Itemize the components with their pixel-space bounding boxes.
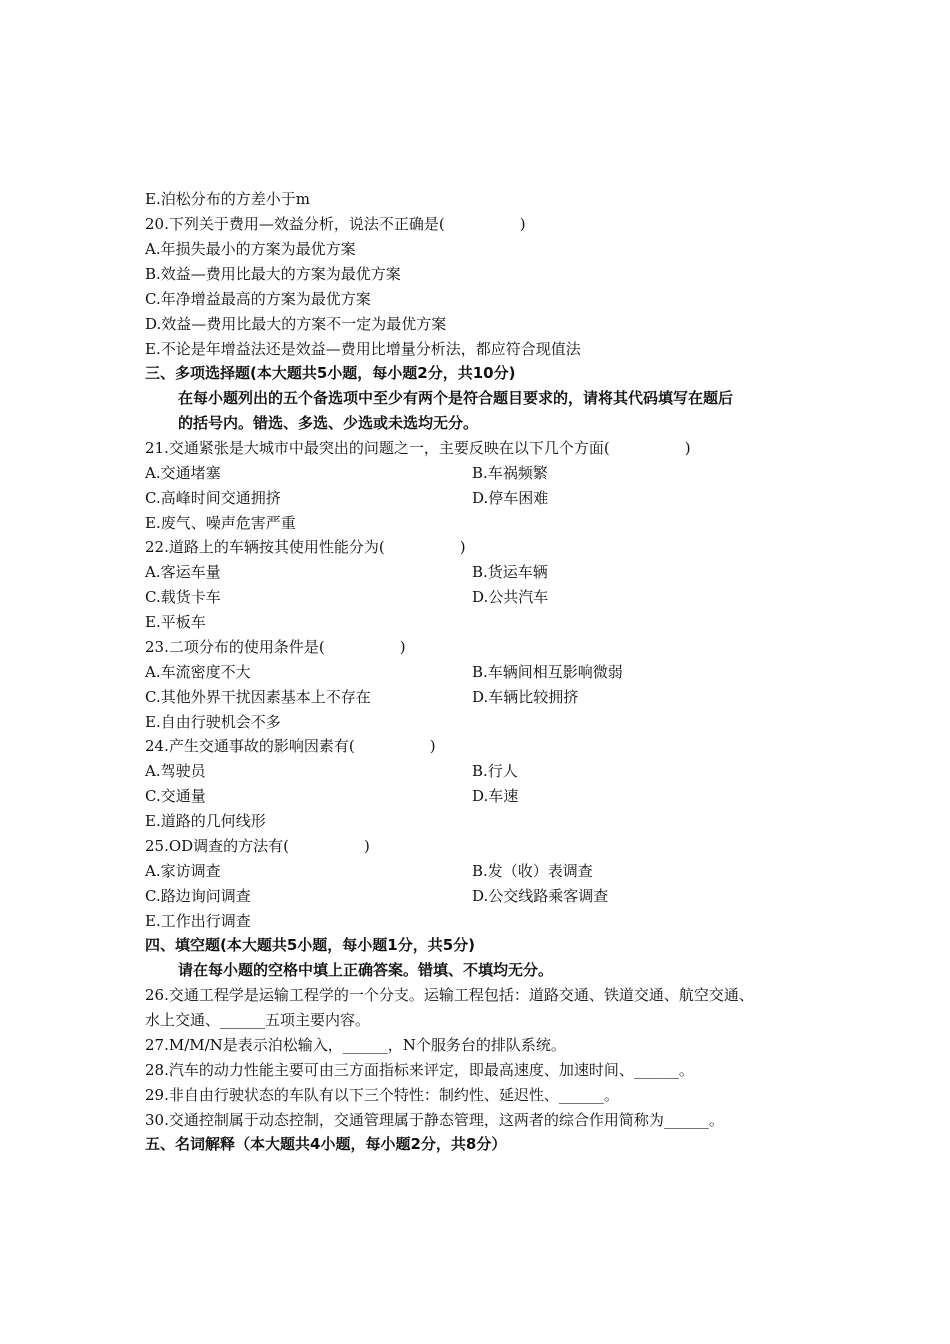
q25-option-e: E.工作出行调查 <box>145 912 251 930</box>
q20-option-c: C.年净增益最高的方案为最优方案 <box>145 290 371 308</box>
q24-option-b: B.行人 <box>472 762 518 780</box>
q24-option-c: C.交通量 <box>145 787 206 805</box>
q20-option-d: D.效益—费用比最大的方案不一定为最优方案 <box>145 315 447 333</box>
q21-option-c: C.高峰时间交通拥挤 <box>145 489 281 507</box>
q27: 27.M/M/N是表示泊松输入，______，N个服务台的排队系统。 <box>145 1036 566 1054</box>
q29: 29.非自由行驶状态的车队有以下三个特性：制约性、延迟性、______。 <box>145 1086 619 1104</box>
q23-stem: 23.二项分布的使用条件是( ) <box>145 638 406 656</box>
section4-instruction: 请在每小题的空格中填上正确答案。错填、不填均无分。 <box>178 961 554 979</box>
q25-stem: 25.OD调查的方法有( ) <box>145 837 370 855</box>
q24-option-e: E.道路的几何线形 <box>145 812 266 830</box>
q23-option-b: B.车辆间相互影响微弱 <box>472 663 623 681</box>
q24-stem: 24.产生交通事故的影响因素有( ) <box>145 737 436 755</box>
q22-option-d: D.公共汽车 <box>472 588 549 606</box>
q28: 28.汽车的动力性能主要可由三方面指标来评定，即最高速度、加速时间、______。 <box>145 1061 694 1079</box>
q22-option-a: A.客运车量 <box>145 563 221 581</box>
q22-option-e: E.平板车 <box>145 613 206 631</box>
q20-option-a: A.年损失最小的方案为最优方案 <box>145 240 356 258</box>
q26-line2: 水上交通、______五项主要内容。 <box>145 1011 371 1029</box>
section5-title: 五、名词解释（本大题共4小题，每小题2分，共8分） <box>145 1135 507 1153</box>
q21-option-a: A.交通堵塞 <box>145 464 221 482</box>
q22-option-c: C.载货卡车 <box>145 588 221 606</box>
q21-option-b: B.车祸频繁 <box>472 464 548 482</box>
q30: 30.交通控制属于动态控制，交通管理属于静态管理，这两者的综合作用简称为______。 <box>145 1111 724 1129</box>
q22-stem: 22.道路上的车辆按其使用性能分为( ) <box>145 538 466 556</box>
q23-option-a: A.车流密度不大 <box>145 663 251 681</box>
q22-option-b: B.货运车辆 <box>472 563 548 581</box>
section4-title: 四、填空题(本大题共5小题，每小题1分，共5分) <box>145 936 476 954</box>
q23-option-e: E.自由行驶机会不多 <box>145 713 281 731</box>
q25-option-d: D.公交线路乘客调查 <box>472 887 609 905</box>
q24-option-d: D.车速 <box>472 787 519 805</box>
section3-instruction-line1: 在每小题列出的五个备选项中至少有两个是符合题目要求的，请将其代码填写在题后 <box>178 389 734 407</box>
q26-line1: 26.交通工程学是运输工程学的一个分支。运输工程包括：道路交通、铁道交通、航空交通、 <box>145 986 754 1004</box>
q23-option-d: D.车辆比较拥挤 <box>472 688 579 706</box>
q25-option-c: C.路边询问调查 <box>145 887 251 905</box>
q25-option-b: B.发（收）表调查 <box>472 862 593 880</box>
q20-option-e: E.不论是年增益法还是效益—费用比增量分析法，都应符合现值法 <box>145 340 581 358</box>
q21-option-d: D.停车困难 <box>472 489 549 507</box>
q20-option-b: B.效益—费用比最大的方案为最优方案 <box>145 265 401 283</box>
q20-stem: 20.下列关于费用—效益分析，说法不正确是( ) <box>145 215 526 233</box>
q19-option-e: E.泊松分布的方差小于m <box>145 190 310 208</box>
q23-option-c: C.其他外界干扰因素基本上不存在 <box>145 688 371 706</box>
section3-instruction-line2: 的括号内。错选、多选、少选或未选均无分。 <box>178 414 479 432</box>
q24-option-a: A.驾驶员 <box>145 762 206 780</box>
q21-option-e: E.废气、噪声危害严重 <box>145 514 296 532</box>
q25-option-a: A.家访调查 <box>145 862 221 880</box>
section3-title: 三、多项选择题(本大题共5小题，每小题2分，共10分) <box>145 364 516 382</box>
q21-stem: 21.交通紧张是大城市中最突出的问题之一，主要反映在以下几个方面( ) <box>145 439 691 457</box>
